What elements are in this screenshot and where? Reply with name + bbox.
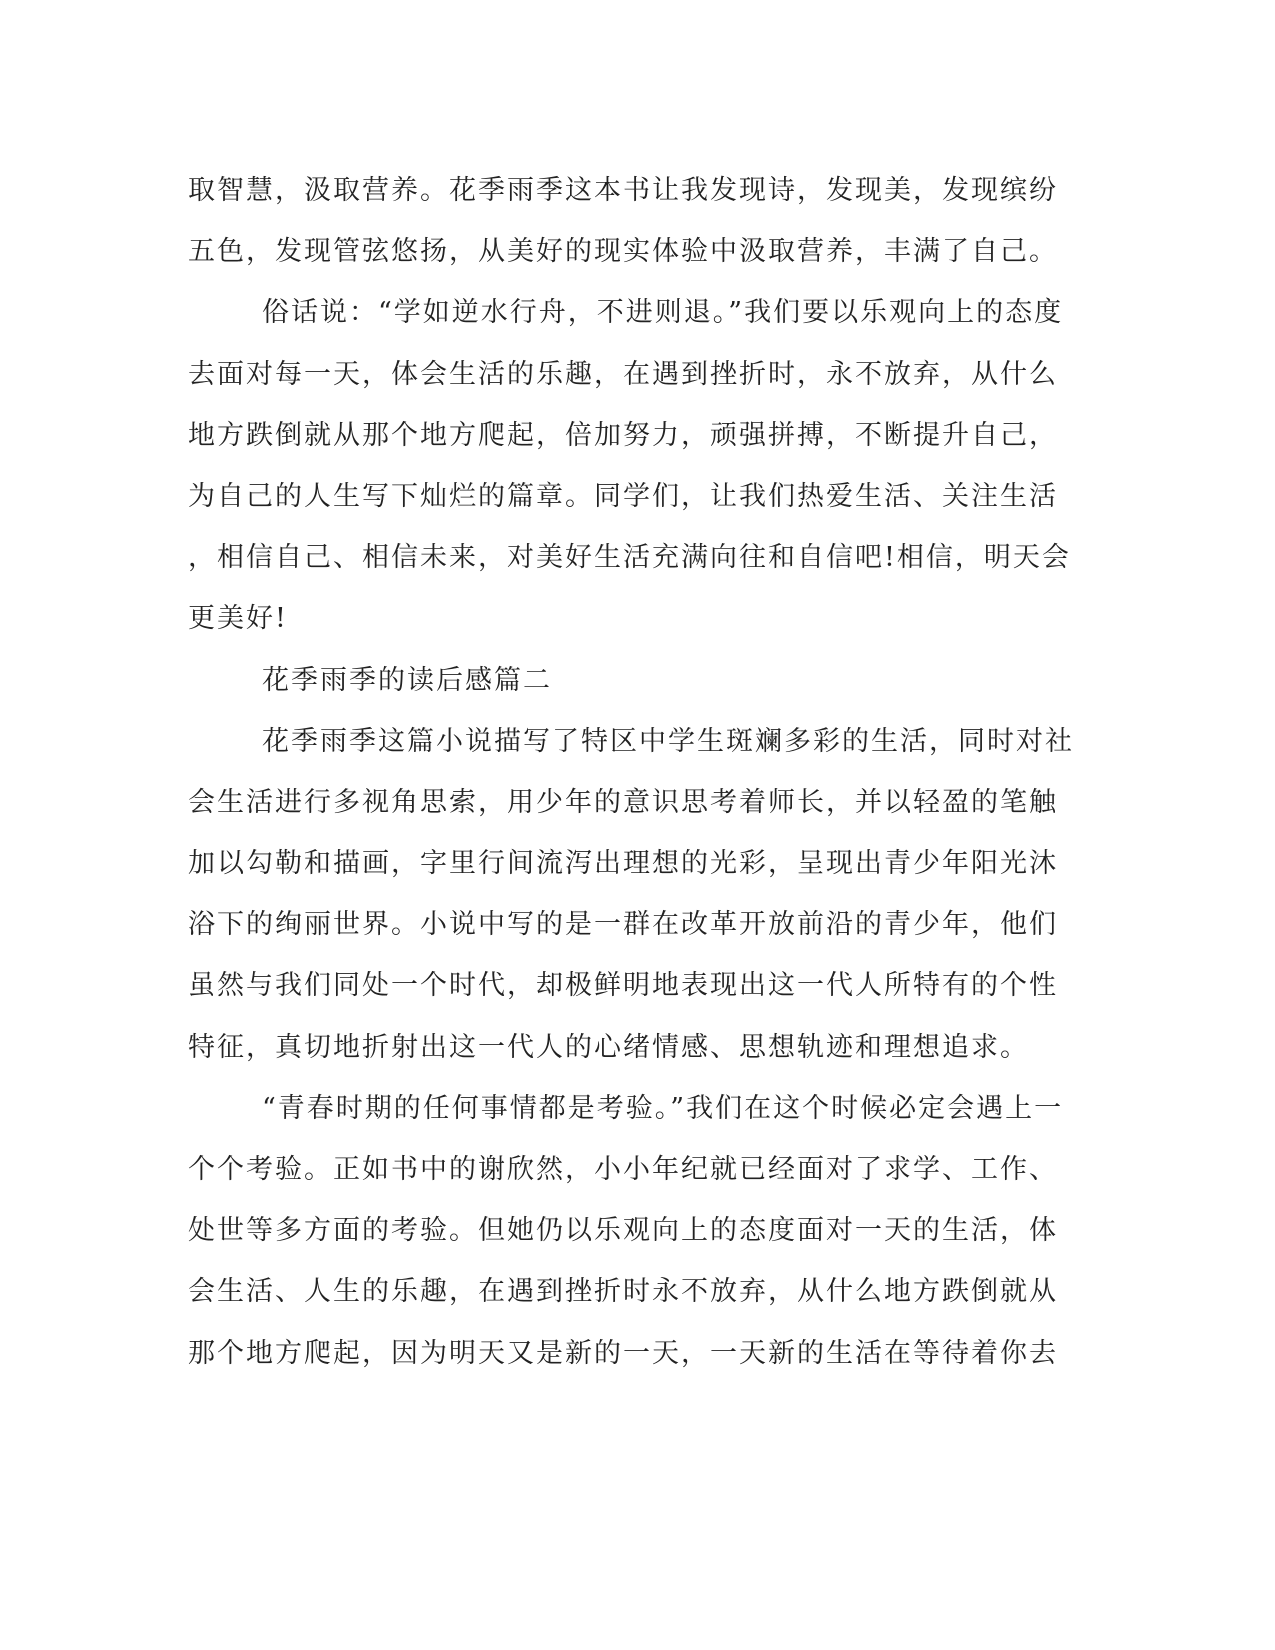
text-line: 那个地方爬起，因为明天又是新的一天，一天新的生活在等待着你去	[188, 1337, 1058, 1369]
text-line: “青春时期的任何事情都是考验。”我们在这个时候必定会遇上一	[262, 1092, 1064, 1124]
text-line: 地方跌倒就从那个地方爬起，倍加努力，顽强拼搏，不断提升自己，	[188, 419, 1058, 451]
text-line: 个个考验。正如书中的谢欣然，小小年纪就已经面对了求学、工作、	[188, 1154, 1058, 1185]
text-line: 虽然与我们同处一个时代，却极鲜明地表现出这一代人所特有的个性	[188, 970, 1058, 1002]
text-line: 更美好!	[188, 603, 288, 635]
text-line: 特征，真切地折射出这一代人的心绪情感、思想轨迹和理想追求。	[188, 1031, 1029, 1063]
text-line: 俗话说：“学如逆水行舟，不进则退。”我们要以乐观向上的态度	[262, 297, 1064, 329]
text-line: 处世等多方面的考验。但她仍以乐观向上的态度面对一天的生活，体	[188, 1215, 1058, 1247]
text-line: 去面对每一天，体会生活的乐趣，在遇到挫折时，永不放弃，从什么	[188, 358, 1058, 390]
text-line: 花季雨季这篇小说描写了特区中学生斑斓多彩的生活，同时对社	[262, 725, 1074, 757]
text-line: 为自己的人生写下灿烂的篇章。同学们，让我们热爱生活、关注生活	[188, 480, 1058, 512]
text-line: 会生活、人生的乐趣，在遇到挫折时永不放弃，从什么地方跌倒就从	[188, 1276, 1058, 1308]
text-line: 五色，发现管弦悠扬，从美好的现实体验中汲取营养，丰满了自己。	[188, 236, 1058, 268]
document-body	[188, 160, 1074, 1384]
section-heading: 花季雨季的读后感篇二	[262, 664, 552, 696]
text-line: 会生活进行多视角思索，用少年的意识思考着师长，并以轻盈的笔触	[188, 786, 1058, 818]
text-line: 浴下的绚丽世界。小说中写的是一群在改革开放前沿的青少年，他们	[188, 909, 1058, 941]
text-line: 加以勾勒和描画，字里行间流泻出理想的光彩，呈现出青少年阳光沐	[188, 848, 1058, 880]
text-line: ，相信自己、相信未来，对美好生活充满向往和自信吧!相信，明天会	[188, 542, 1071, 574]
text-line: 取智慧，汲取营养。花季雨季这本书让我发现诗，发现美，发现缤纷	[188, 175, 1058, 206]
